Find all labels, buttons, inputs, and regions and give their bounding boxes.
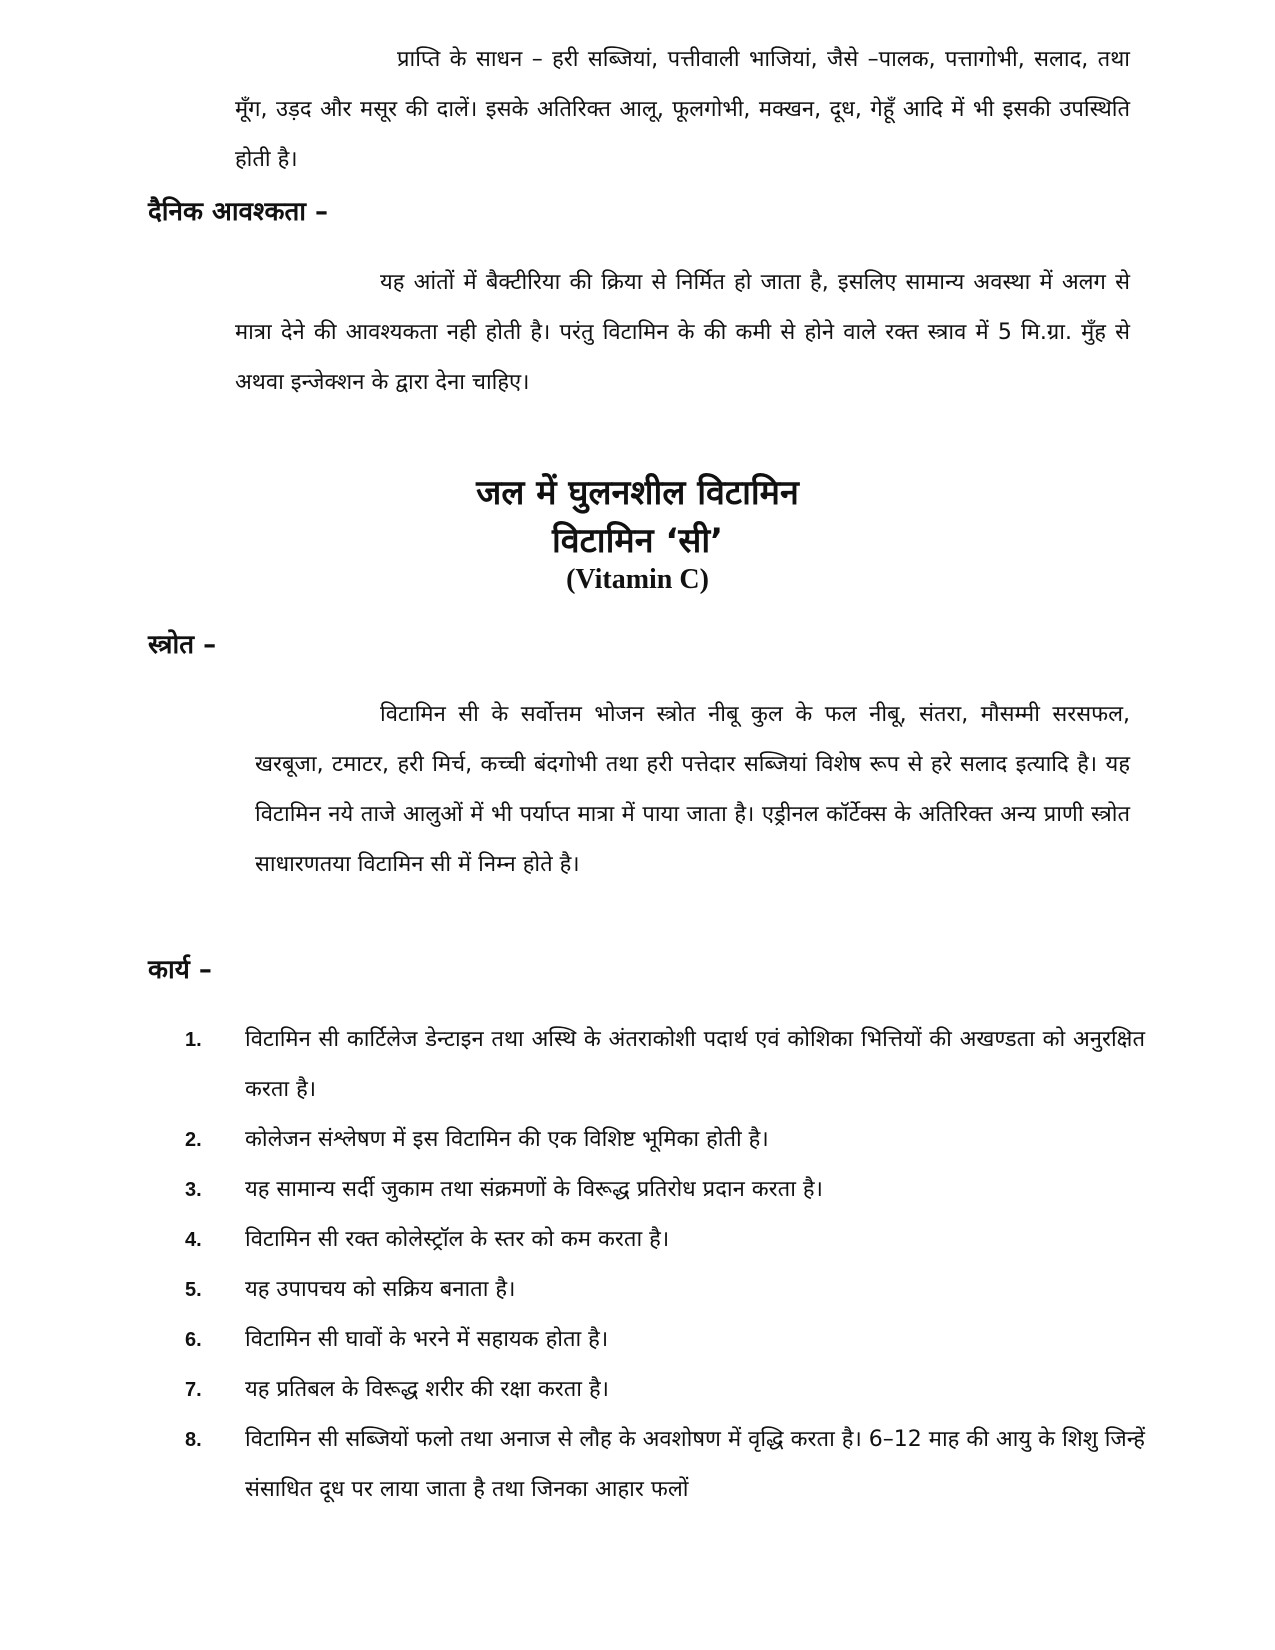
list-item [185,1365,1145,1415]
source-paragraph [255,690,1130,890]
source-rest: मौसम्मी सरसफल, खरबूजा, टमाटर, हरी मिर्च, कच्ची बंदगोभी तथा हरी पत्तेदार सब्जियां विशेष रूप से हरे सलाद इत्यादि है। यह विटामिन नये ताजे आलुओं में भी पर्याप्त मात्रा में पाया जाता है। एड्रीनल कॉर्टेक्स के अतिरिक्त अन्य प्राणी स्त्रोत साधारणतया विटामिन सी में निम्न होते है। [255,702,1131,877]
list-item-number: 1. [185,1029,202,1051]
list-item-text: यह प्रतिबल के विरूद्ध शरीर की रक्षा करता है। [245,1377,609,1402]
list-item-number: 4. [185,1229,202,1251]
list-item-number: 7. [185,1379,202,1401]
daily-requirement-rest: अवस्था में अलग से मात्रा देने की आवश्यकता नही होती है। परंतु विटामिन के की कमी से होने वाले रक्त स्त्राव में 5 मि.ग्रा. मुँह से अथवा इन्जेक्शन के द्वारा देना चाहिए। [235,270,1130,395]
daily-requirement-lead: यह आंतों में बैक्टीरिया की क्रिया से निर्मित हो जाता है, इसलिए सामान्य [380,270,965,295]
list-item-number: 2. [185,1129,202,1151]
section-title: जल में घुलनशील विटामिन [476,473,799,513]
intro-lead: प्राप्ति के साधन – हरी सब्जियां, पत्तीवाली भाजियां, जैसे –पालक, [397,47,936,72]
list-item [185,1315,1145,1365]
list-item-number: 3. [185,1179,202,1201]
list-item [185,1415,1145,1515]
list-item-text: यह सामान्य सर्दी जुकाम तथा संक्रमणों के विरूद्ध प्रतिरोध प्रदान करता है। [245,1177,823,1202]
list-item-text: विटामिन सी कार्टिलेज डेन्टाइन तथा अस्थि के अंतराकोशी पदार्थ एवं कोशिका भित्तियों की अखण्डता को अनुरक्षित करता है। [245,1027,1145,1102]
list-item [185,1215,1145,1265]
daily-requirement-paragraph [235,258,1130,408]
list-item [185,1115,1145,1165]
intro-rest: पत्तागोभी, सलाद, तथा मूँग, उड़द और मसूर की दालें। इसके अतिरिक्त आलू, फूलगोभी, मक्खन, दूध, गेहूँ आदि में भी इसकी उपस्थिति होती है। [235,47,1130,172]
functions-heading: कार्य – [148,955,212,985]
list-item [185,1265,1145,1315]
list-item-text: यह उपापचय को सक्रिय बनाता है। [245,1277,516,1302]
list-item [185,1165,1145,1215]
list-item-number: 6. [185,1329,202,1351]
intro-paragraph [235,35,1130,185]
list-item-number: 5. [185,1279,202,1301]
list-item-number: 8. [185,1429,202,1451]
section-subtitle-english: (Vitamin C) [566,564,709,595]
section-subtitle: विटामिन ‘सी’ [551,521,724,561]
list-item-text: कोलेजन संश्लेषण में इस विटामिन की एक विशिष्ट भूमिका होती है। [245,1127,769,1152]
list-item-text: विटामिन सी सब्जियों फलो तथा अनाज से लौह के अवशोषण में वृद्धि करता है। 6–12 माह की आयु के शिशु जिन्हें संसाधित दूध पर लाया जाता है तथा जिनका आहार फलों [245,1427,1145,1502]
source-heading: स्त्रोत – [148,630,217,660]
functions-list [185,1015,1145,1515]
list-item-text: विटामिन सी घावों के भरने में सहायक होता है। [245,1327,609,1352]
list-item-text: विटामिन सी रक्त कोलेस्ट्रॉल के स्तर को कम करता है। [245,1227,670,1252]
daily-requirement-heading: दैनिक आवश्कता – [148,197,329,227]
source-lead: विटामिन सी के सर्वोत्तम भोजन स्त्रोत नीबू कुल के फल नीबू, संतरा, [380,702,969,727]
list-item [185,1015,1145,1115]
